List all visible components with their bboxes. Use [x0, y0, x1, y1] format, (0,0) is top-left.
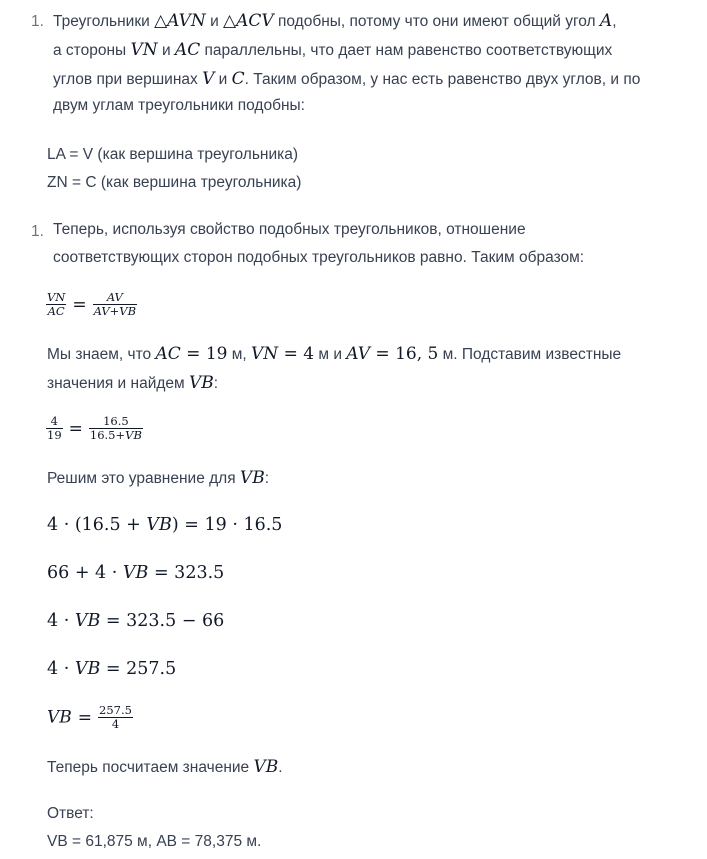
math-ac: AC — [155, 344, 181, 364]
math-value: = 4 — [278, 344, 315, 364]
math-a: A — [599, 11, 613, 31]
solve-line — [47, 468, 269, 488]
text: Мы знаем, что — [47, 346, 156, 363]
list-marker-1: 1. — [31, 13, 44, 30]
item2-line2: соответствующих сторон подобных треугольников равно. Таким образом: — [53, 249, 585, 266]
eq-part: = 323.5 — [148, 563, 225, 583]
text: и — [214, 71, 232, 88]
equation-5 — [47, 704, 133, 731]
numerator: 16.5 — [89, 415, 143, 429]
text: а стороны — [53, 42, 131, 59]
angle-zn-line: ZN = C (как вершина треугольника) — [47, 174, 302, 191]
item1-line1 — [53, 11, 617, 31]
eq-part: = 257.5 — [100, 659, 177, 679]
eq-variable: VB — [74, 659, 101, 679]
fraction-16-5 — [89, 415, 143, 442]
item2-line1: Теперь, используя свойство подобных треугольников, отношение — [53, 221, 526, 238]
eq-part: 4 · (16.5 + — [47, 515, 147, 535]
fraction-vn-ac — [46, 291, 66, 318]
list-marker-2: 1. — [31, 223, 44, 240]
fraction-257-5-4 — [98, 704, 133, 731]
denominator: AV+VB — [93, 304, 137, 318]
compute-line — [47, 757, 283, 777]
text: Треугольники — [53, 13, 155, 30]
numerator: 257.5 — [99, 703, 132, 717]
known-values-line1 — [47, 344, 621, 364]
numerator: AV — [93, 291, 137, 305]
equation-4 — [47, 659, 176, 679]
text: . — [278, 759, 283, 776]
equals-sign: = — [68, 418, 83, 439]
math-c: C — [231, 69, 245, 89]
text: : — [213, 375, 219, 392]
eq-variable: VB — [146, 515, 172, 535]
equals-sign: = — [72, 294, 87, 315]
math-avn: AVN — [167, 11, 206, 31]
eq-variable: VB — [74, 611, 101, 631]
math-value: = 19 — [180, 344, 228, 364]
text: , — [612, 13, 617, 30]
eq-variable: VB — [122, 563, 149, 583]
numerator: VN — [47, 290, 66, 304]
text: . Таким образом, у нас есть равенство двух углов, и по — [244, 71, 641, 88]
eq-part: 4 · — [47, 611, 75, 631]
numerator: 4 — [46, 415, 63, 429]
answer-label: Ответ: — [47, 805, 94, 822]
text: и — [157, 42, 175, 59]
denominator-number: 16.5+ — [89, 428, 126, 442]
math-vn: VN — [130, 40, 158, 60]
math-vb: VB — [239, 468, 265, 488]
denominator: AC — [47, 304, 65, 318]
math-acv: ACV — [236, 11, 274, 31]
answer-value: VB = 61,875 м, AB = 78,375 м. — [47, 833, 262, 850]
fraction-4-19 — [46, 415, 63, 442]
text: Решим это уравнение для — [47, 470, 240, 487]
equation-3 — [47, 611, 224, 631]
fraction-av-sum — [93, 291, 137, 318]
text: м. Подставим известные — [438, 346, 622, 363]
equals-sign: = — [77, 707, 93, 728]
math-value: = 16, 5 — [370, 344, 439, 364]
equation-1 — [47, 515, 282, 535]
eq-variable: VB — [47, 707, 72, 728]
item1-line2 — [53, 40, 612, 60]
text: м, — [227, 346, 252, 363]
math-vb: VB — [253, 757, 279, 777]
text: и — [205, 13, 224, 30]
math-av: AV — [346, 344, 371, 364]
item1-line3 — [53, 69, 640, 89]
angle-la-line: LA = V (как вершина треугольника) — [47, 146, 299, 163]
text: значения и найдем — [47, 375, 189, 392]
equation-2 — [47, 563, 224, 583]
item1-line4: двум углам треугольники подобны: — [53, 97, 305, 114]
substitution-equation — [46, 415, 143, 442]
math-vb: VB — [189, 373, 214, 393]
denominator: 19 — [47, 428, 62, 442]
text: параллельны, что дает нам равенство соответствующих — [200, 42, 613, 59]
known-values-line2 — [47, 373, 218, 393]
math-vn: VN — [251, 344, 279, 364]
math-v: V — [202, 69, 215, 89]
math-ac: AC — [174, 40, 201, 60]
denominator — [89, 429, 143, 442]
triangle-symbol: △ — [223, 11, 237, 31]
triangle-symbol: △ — [154, 11, 168, 31]
eq-part: 4 · — [47, 659, 75, 679]
text: : — [264, 470, 270, 487]
text: Теперь посчитаем значение — [47, 759, 254, 776]
text: м и — [314, 346, 347, 363]
text: подобны, потому что они имеют общий угол — [273, 13, 600, 30]
eq-part: ) = 19 · 16.5 — [171, 515, 283, 535]
ratio-equation — [46, 291, 137, 318]
denominator-variable: VB — [125, 428, 142, 442]
text: углов при вершинах — [53, 71, 203, 88]
denominator: 4 — [111, 717, 120, 731]
eq-part: 66 + 4 · — [47, 563, 123, 583]
eq-part: = 323.5 − 66 — [100, 611, 225, 631]
